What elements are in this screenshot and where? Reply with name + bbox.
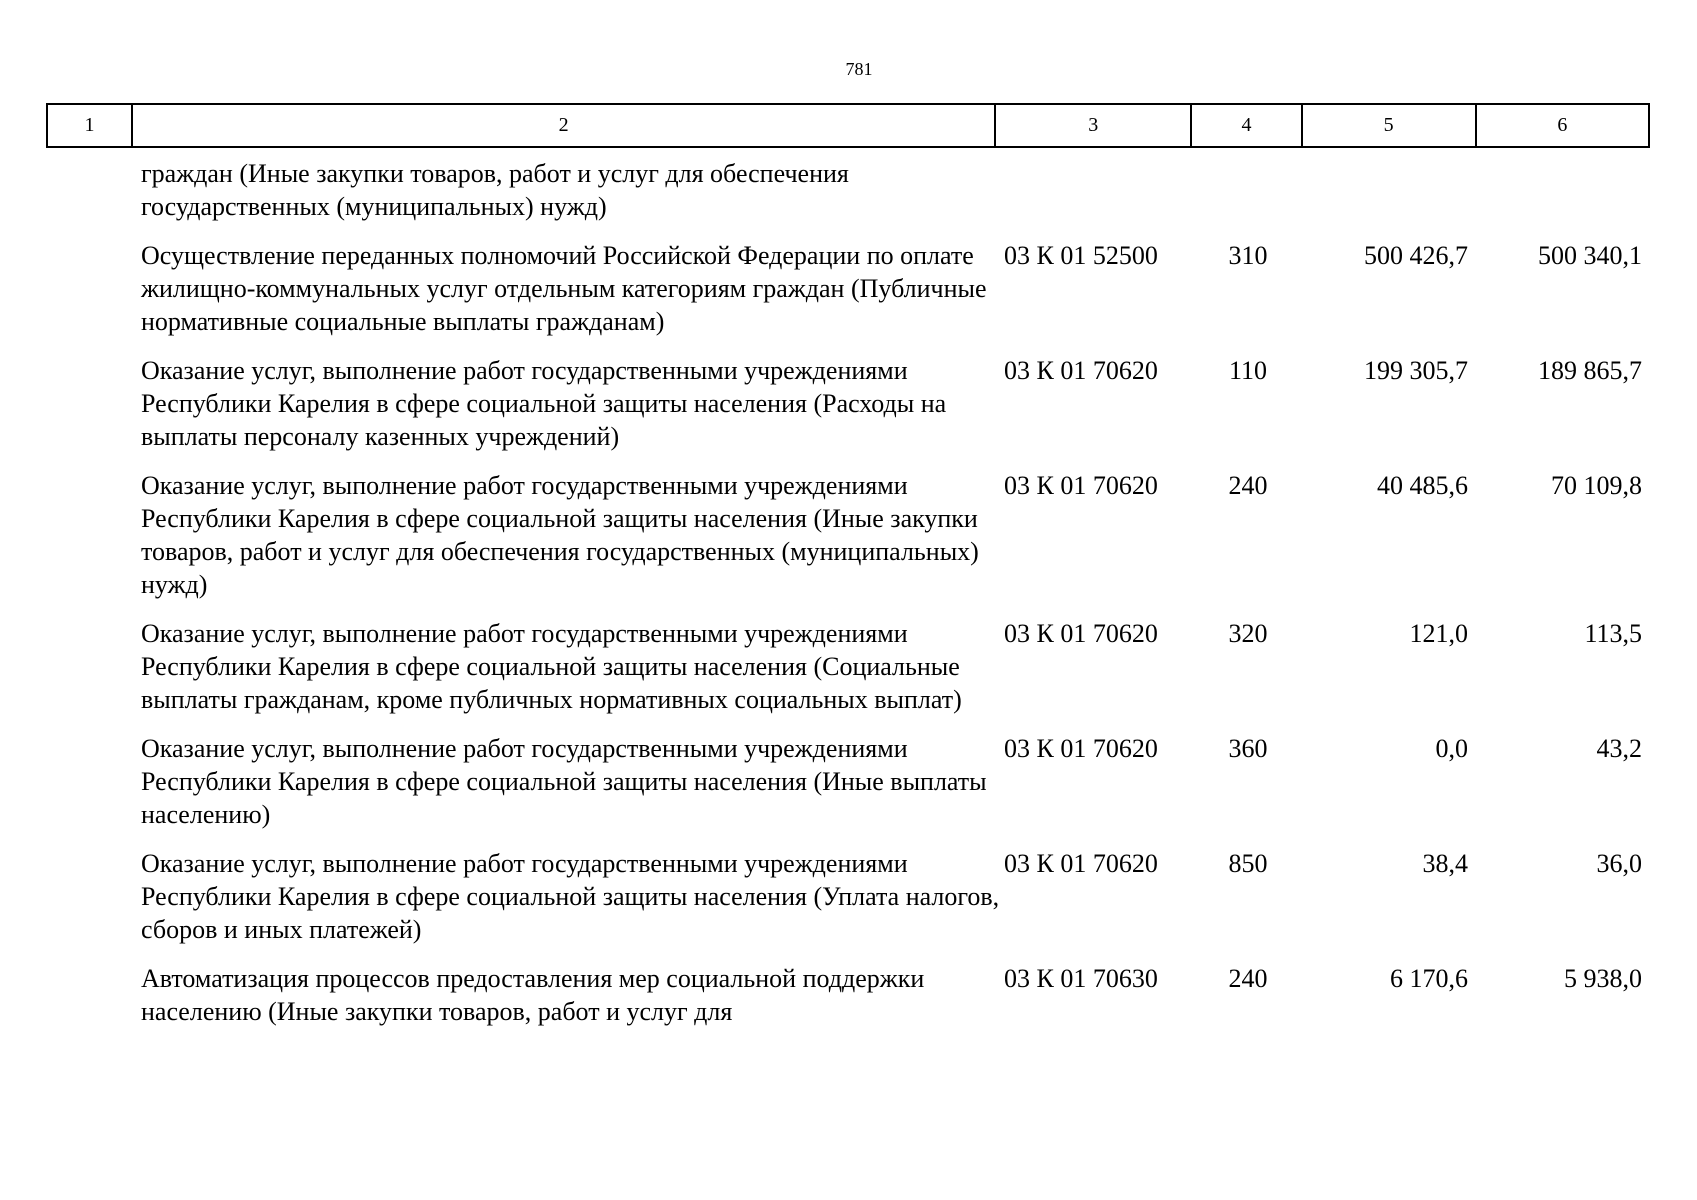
row-amount-col5: 38,4 <box>1422 849 1468 878</box>
row-description: Автоматизация процессов предоставления мер социальной поддержки населению (Иные закупки товаров, работ и услуг для <box>141 964 925 1026</box>
column-header-row <box>47 104 1649 147</box>
row-amount-col5: 199 305,7 <box>1364 356 1468 385</box>
row-description: Оказание услуг, выполнение работ государственными учреждениями Республики Карелия в сфере социальной защиты населения (Социальные выплаты гражданам, кроме публичных нормативных социальных выплат) <box>141 619 962 714</box>
table-row <box>0 239 1697 338</box>
row-expense-type: 110 <box>1228 356 1268 385</box>
column-header-6: 6 <box>1476 104 1649 147</box>
table-row <box>0 617 1697 716</box>
row-amount-col5: 500 426,7 <box>1364 241 1468 270</box>
row-expense-type: 240 <box>1228 964 1268 993</box>
row-target-code: 03 К 01 70620 <box>1004 356 1158 385</box>
table-row <box>0 732 1697 831</box>
row-amount-col6: 189 865,7 <box>1538 356 1642 385</box>
column-header-2: 2 <box>132 104 995 147</box>
row-description: граждан (Иные закупки товаров, работ и услуг для обеспечения государственных (муниципальных) нужд) <box>141 159 849 221</box>
row-description: Оказание услуг, выполнение работ государственными учреждениями Республики Карелия в сфере социальной защиты населения (Иные выплаты населению) <box>141 734 987 829</box>
row-expense-type: 320 <box>1228 619 1268 648</box>
row-target-code: 03 К 01 70630 <box>1004 964 1158 993</box>
row-amount-col5: 0,0 <box>1435 734 1468 763</box>
table-row <box>0 847 1697 946</box>
table-row <box>0 354 1697 453</box>
column-header-3: 3 <box>995 104 1191 147</box>
row-target-code: 03 К 01 52500 <box>1004 241 1158 270</box>
row-description: Осуществление переданных полномочий Российской Федерации по оплате жилищно-коммунальных услуг отдельным категориям граждан (Публичные нормативные социальные выплаты гражданам) <box>141 241 987 336</box>
column-header-1: 1 <box>47 104 132 147</box>
column-header-5: 5 <box>1302 104 1476 147</box>
row-expense-type: 310 <box>1228 241 1268 270</box>
row-amount-col6: 43,2 <box>1596 734 1642 763</box>
row-expense-type: 850 <box>1228 849 1268 878</box>
row-target-code: 03 К 01 70620 <box>1004 849 1158 878</box>
row-target-code: 03 К 01 70620 <box>1004 619 1158 648</box>
row-amount-col6: 113,5 <box>1584 619 1642 648</box>
table-row <box>0 469 1697 601</box>
column-header-table <box>46 103 1650 148</box>
row-expense-type: 360 <box>1228 734 1268 763</box>
row-description: Оказание услуг, выполнение работ государственными учреждениями Республики Карелия в сфере социальной защиты населения (Расходы на выплаты персоналу казенных учреждений) <box>141 356 947 451</box>
page-number: 781 <box>845 59 873 79</box>
table-row <box>0 962 1697 1028</box>
table-body <box>0 157 1697 1044</box>
row-description: Оказание услуг, выполнение работ государственными учреждениями Республики Карелия в сфере социальной защиты населения (Уплата налогов, сборов и иных платежей) <box>141 849 1000 944</box>
row-amount-col5: 121,0 <box>1409 619 1468 648</box>
row-amount-col5: 40 485,6 <box>1377 471 1468 500</box>
column-header-4: 4 <box>1191 104 1301 147</box>
row-description: Оказание услуг, выполнение работ государственными учреждениями Республики Карелия в сфере социальной защиты населения (Иные закупки товаров, работ и услуг для обеспечения государственных (муниципальных) нужд) <box>141 471 979 599</box>
row-amount-col5: 6 170,6 <box>1390 964 1468 993</box>
table-row <box>0 157 1697 223</box>
row-target-code: 03 К 01 70620 <box>1004 734 1158 763</box>
row-expense-type: 240 <box>1228 471 1268 500</box>
row-target-code: 03 К 01 70620 <box>1004 471 1158 500</box>
row-amount-col6: 5 938,0 <box>1564 964 1642 993</box>
row-amount-col6: 36,0 <box>1596 849 1642 878</box>
row-amount-col6: 70 109,8 <box>1551 471 1642 500</box>
row-amount-col6: 500 340,1 <box>1538 241 1642 270</box>
